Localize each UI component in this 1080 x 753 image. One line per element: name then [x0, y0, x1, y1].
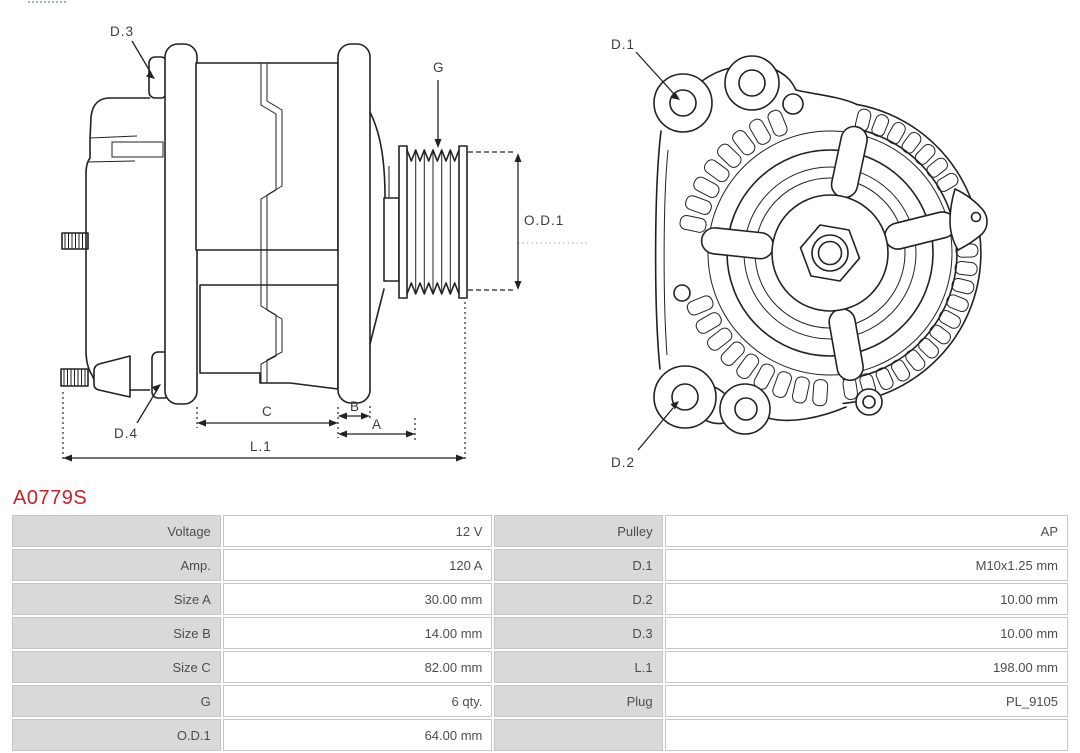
svg-text:D.4: D.4 — [114, 426, 139, 441]
spec-row — [12, 719, 1068, 751]
spec-label: D.3 — [494, 617, 662, 649]
spec-value: AP — [665, 515, 1068, 547]
shaft-hub — [384, 198, 399, 281]
svg-text:D.1: D.1 — [611, 37, 636, 52]
dim-od1 — [468, 152, 590, 290]
spec-label: O.D.1 — [12, 719, 221, 751]
spec-label: Size B — [12, 617, 221, 649]
label-g — [433, 60, 445, 148]
dim-b — [338, 399, 370, 420]
spec-table — [10, 513, 1070, 753]
spec-label: Voltage — [12, 515, 221, 547]
spec-value: M10x1.25 mm — [665, 549, 1068, 581]
spec-value: 30.00 mm — [223, 583, 493, 615]
spec-value: 64.00 mm — [223, 719, 493, 751]
housing-lower — [200, 285, 338, 389]
dim-a — [338, 417, 415, 438]
dim-l1 — [63, 439, 465, 462]
spec-label: G — [12, 685, 221, 717]
spec-label: D.2 — [494, 583, 662, 615]
svg-text:A: A — [372, 417, 383, 432]
spec-label: Pulley — [494, 515, 662, 547]
spec-row — [12, 515, 1068, 547]
svg-text:C: C — [262, 404, 273, 419]
pulley — [399, 146, 467, 298]
spec-value: 12 V — [223, 515, 493, 547]
spec-label: Size A — [12, 583, 221, 615]
spec-label: Size C — [12, 651, 221, 683]
rear-stud-upper — [62, 233, 88, 249]
spec-label: L.1 — [494, 651, 662, 683]
spec-label: Plug — [494, 685, 662, 717]
spec-row — [12, 583, 1068, 615]
svg-text:G: G — [433, 60, 445, 75]
spec-value: 120 A — [223, 549, 493, 581]
spec-label: Amp. — [12, 549, 221, 581]
svg-text:D.2: D.2 — [611, 455, 636, 470]
spec-row — [12, 549, 1068, 581]
spec-row — [12, 651, 1068, 683]
spec-value: PL_9105 — [665, 685, 1068, 717]
part-number: A0779S — [13, 487, 88, 509]
spec-row — [12, 617, 1068, 649]
lug-right — [950, 189, 987, 250]
spec-label — [494, 719, 662, 751]
svg-text:L.1: L.1 — [250, 439, 272, 454]
spec-value — [665, 719, 1068, 751]
spec-value: 198.00 mm — [665, 651, 1068, 683]
dotted-artifact — [28, 1, 68, 3]
alternator-rear-view — [611, 37, 987, 470]
spec-value: 10.00 mm — [665, 617, 1068, 649]
alternator-side-view — [61, 24, 590, 462]
spec-value: 82.00 mm — [223, 651, 493, 683]
front-ear — [338, 44, 370, 403]
spec-value: 10.00 mm — [665, 583, 1068, 615]
svg-text:D.3: D.3 — [110, 24, 135, 39]
dim-c — [197, 404, 338, 427]
spec-value: 14.00 mm — [223, 617, 493, 649]
svg-text:B: B — [350, 399, 361, 414]
spec-row — [12, 685, 1068, 717]
rear-ear — [165, 44, 197, 404]
spec-value: 6 qty. — [223, 685, 493, 717]
spec-label: D.1 — [494, 549, 662, 581]
svg-text:O.D.1: O.D.1 — [524, 213, 565, 228]
